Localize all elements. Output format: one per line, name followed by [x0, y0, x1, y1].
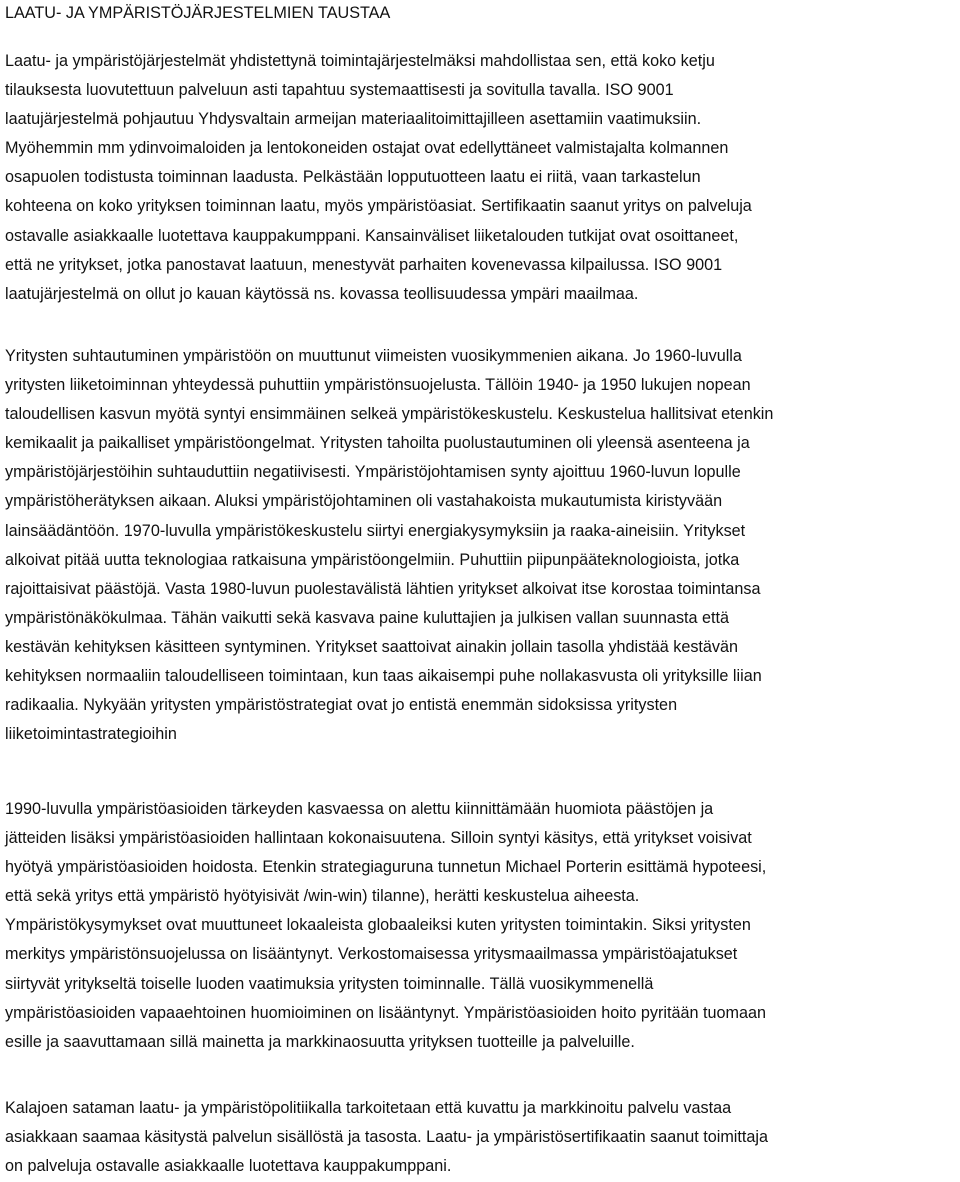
- text-line: liiketoimintastrategioihin: [5, 725, 177, 744]
- text-line: laatujärjestelmä on ollut jo kauan käytössä ns. kovassa teollisuudessa ympäri maailmaa.: [5, 284, 639, 303]
- paragraph-1990s-environment: [5, 795, 960, 1057]
- text-line: rajoittaisivat päästöjä. Vasta 1980-luvun puolestavälistä lähtien yritykset alkoivat itse korostaa toimintansa: [5, 579, 761, 598]
- paragraph-quality-systems: [5, 47, 960, 309]
- text-line: hyötyä ympäristöasioiden hoidosta. Etenkin strategiaguruna tunnetun Michael Porterin esittämä hypoteesi,: [5, 858, 767, 877]
- text-line: lainsäädäntöön. 1970-luvulla ympäristökeskustelu siirtyi energiakysymyksiin ja raaka-aineisiin. Yritykset: [5, 521, 746, 540]
- paragraph-environmental-history: [5, 342, 960, 749]
- text-line: laatujärjestelmä pohjautuu Yhdysvaltain armeijan materiaalitoimittajilleen asettamiin vaatimuksiin.: [5, 110, 702, 129]
- text-line: esille ja saavuttamaan sillä mainetta ja markkinaosuutta yrityksen tuotteille ja palveluille.: [5, 1032, 635, 1051]
- text-line: merkitys ympäristönsuojelussa on lisääntynyt. Verkostomaisessa yritysmaailmassa ympäristöajatukset: [5, 945, 738, 964]
- text-line: kohteena on koko yrityksen toiminnan laatu, myös ympäristöasiat. Sertifikaatin saanut yritys on palveluja: [5, 197, 752, 216]
- text-line: yritysten liiketoiminnan yhteydessä puhuttiin ympäristönsuojelusta. Tällöin 1940- ja 1950 lukujen nopean: [5, 376, 751, 395]
- text-line: radikaalia. Nykyään yritysten ympäristöstrategiat ovat jo entistä enemmän sidoksissa yritysten: [5, 696, 678, 715]
- text-line: ostavalle asiakkaalle luotettava kauppakumppani. Kansainväliset liiketalouden tutkijat ovat osoittaneet,: [5, 226, 739, 245]
- text-line: Yritysten suhtautuminen ympäristöön on muuttunut viimeisten vuosikymmenien aikana. Jo 1960-luvulla: [5, 347, 742, 365]
- text-line: ympäristönäkökulmaa. Tähän vaikutti sekä kasvava paine kuluttajien ja julkisen vallan suunnasta että: [5, 608, 730, 627]
- text-line: kestävän kehityksen käsitteen syntyminen. Yritykset saattoivat ainakin jollain tasolla yhdistää kestävän: [5, 637, 739, 656]
- text-line: että ne yritykset, jotka panostavat laatuun, menestyvät parhaiten kovenevassa kilpailussa. ISO 9001: [5, 255, 723, 274]
- text-line: tilauksesta luovutettuun palveluun asti tapahtuu systemaattisesti ja sovitulla tavalla. ISO 9001: [5, 81, 674, 100]
- text-line: taloudellisen kasvun myötä syntyi ensimmäinen selkeä ympäristökeskustelu. Keskustelua hallitsivat etenkin: [5, 405, 774, 424]
- paragraph-kalajoki-harbour-policy: [5, 1094, 960, 1181]
- text-line: on palveluja ostavalle asiakkaalle luotettava kauppakumppani.: [5, 1157, 452, 1176]
- text-line: kemikaalit ja paikalliset ympäristöongelmat. Yritysten tahoilta puolustautuminen oli yleensä asenteena ja: [5, 434, 750, 453]
- text-line: että sekä yritys että ympäristö hyötyisivät /win-win) tilanne), herätti keskustelua aiheesta.: [5, 887, 640, 906]
- text-line: jätteiden lisäksi ympäristöasioiden hallintaan kokonaisuutena. Silloin syntyi käsitys, että yritykset voisivat: [5, 829, 752, 848]
- text-line: osapuolen todistusta toiminnan laadusta. Pelkästään lopputuotteen laatu ei riitä, vaan tarkastelun: [5, 168, 701, 187]
- text-line: Myöhemmin mm ydinvoimaloiden ja lentokoneiden ostajat ovat edellyttäneet valmistajalta kolmannen: [5, 139, 729, 158]
- text-line: kehityksen normaaliin taloudelliseen toimintaan, kun taas aikaisempi puhe nollakasvusta oli yrityksille liian: [5, 667, 762, 686]
- text-line: Laatu- ja ympäristöjärjestelmät yhdistettynä toimintajärjestelmäksi mahdollistaa sen, että koko ketju: [5, 52, 715, 70]
- text-line: siirtyvät yritykseltä toiselle luoden vaatimuksia yritysten toiminnalle. Tällä vuosikymmenellä: [5, 974, 654, 993]
- text-line: ympäristöjärjestöihin suhtauduttiin negatiivisesti. Ympäristöjohtamisen synty ajoittuu 1960-luvun lopulle: [5, 463, 741, 482]
- text-line: Ympäristökysymykset ovat muuttuneet lokaaleista globaaleiksi kuten yritysten toimintakin. Siksi yritysten: [5, 916, 751, 935]
- text-line: Kalajoen sataman laatu- ja ympäristöpolitiikalla tarkoitetaan että kuvattu ja markkinoitu palvelu vastaa: [5, 1099, 732, 1117]
- document-title: LAATU- JA YMPÄRISTÖJÄRJESTELMIEN TAUSTAA: [5, 4, 391, 22]
- text-line: ympäristöherätyksen aikaan. Aluksi ympäristöjohtaminen oli vastahakoista mukautumista kiristyvään: [5, 492, 723, 511]
- text-line: 1990-luvulla ympäristöasioiden tärkeyden kasvaessa on alettu kiinnittämään huomiota päästöjen ja: [5, 800, 714, 818]
- text-line: alkoivat pitää uutta teknologiaa ratkaisuna ympäristöongelmiin. Puhuttiin piipunpääteknologioista, jotka: [5, 550, 740, 569]
- text-line: asiakkaan saamaa käsitystä palvelun sisällöstä ja tasosta. Laatu- ja ympäristösertifikaatin saanut toimittaja: [5, 1128, 768, 1147]
- text-line: ympäristöasioiden vapaaehtoinen huomioiminen on lisääntynyt. Ympäristöasioiden hoito pyritään tuomaan: [5, 1003, 766, 1022]
